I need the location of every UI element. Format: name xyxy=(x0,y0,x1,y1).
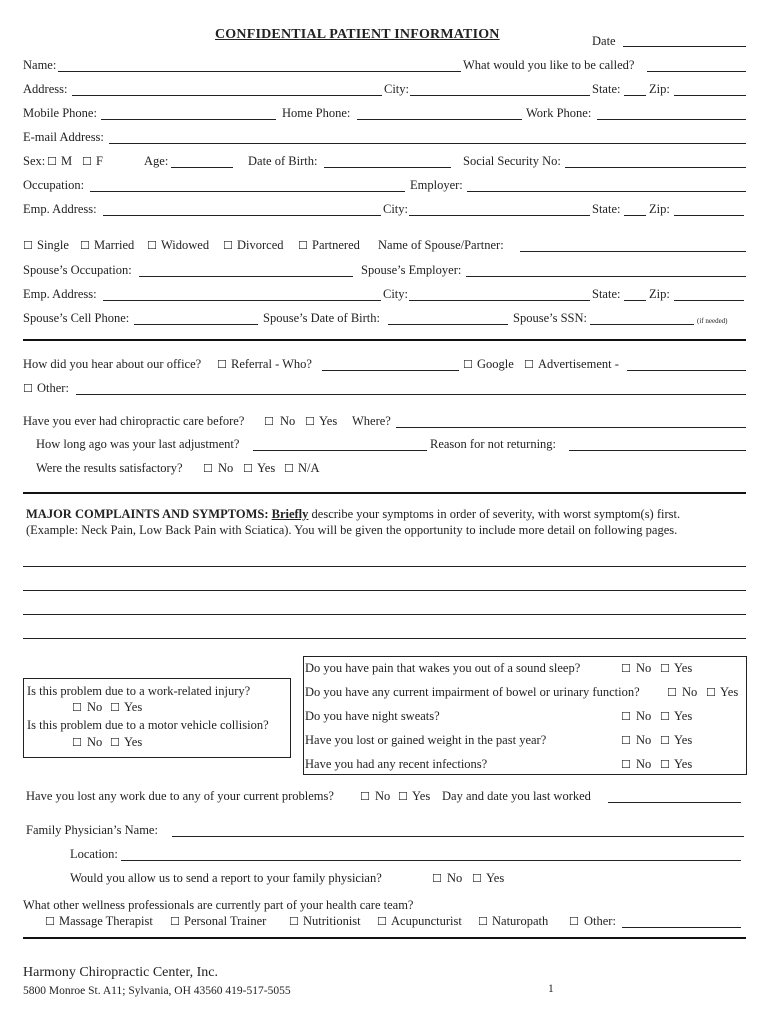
section-divider xyxy=(23,339,746,341)
spouse-zip-label: Zip: xyxy=(649,287,670,301)
email-label: E-mail Address: xyxy=(23,130,104,144)
single-checkbox[interactable]: ☐ xyxy=(23,239,33,252)
mobile-phone-label: Mobile Phone: xyxy=(23,106,97,120)
symptom-question: Have you lost or gained weight in the past year? xyxy=(305,733,547,747)
work-injury-no-checkbox[interactable]: ☐ xyxy=(72,701,82,714)
name-label: Name: xyxy=(23,58,57,72)
symptom-no-label: No xyxy=(636,733,652,747)
single-label: Single xyxy=(37,238,69,252)
complaint-line-1[interactable] xyxy=(23,566,746,567)
lost-work-yes-label: Yes xyxy=(412,789,431,803)
spouse-occupation-field[interactable] xyxy=(139,276,353,277)
home-phone-field[interactable] xyxy=(357,119,522,120)
acupuncturist-label: Acupuncturist xyxy=(391,914,462,928)
email-field[interactable] xyxy=(109,143,746,144)
married-checkbox[interactable]: ☐ xyxy=(80,239,90,252)
emp-state-label: State: xyxy=(592,202,621,216)
naturopath-label: Naturopath xyxy=(492,914,549,928)
advertisement-field[interactable] xyxy=(627,370,746,371)
age-label: Age: xyxy=(144,154,169,168)
work-phone-field[interactable] xyxy=(597,119,746,120)
emp-address-field[interactable] xyxy=(103,215,381,216)
address-field[interactable] xyxy=(72,95,382,96)
wellness-question: What other wellness professionals are currently part of your health care team? xyxy=(23,898,414,912)
footer-company: Harmony Chiropractic Center, Inc. xyxy=(23,965,218,980)
symptom-question: Do you have pain that wakes you out of a sound sleep? xyxy=(305,661,581,675)
complaint-line-4[interactable] xyxy=(23,638,746,639)
spouse-employer-field[interactable] xyxy=(466,276,746,277)
symptom-yes-label: Yes xyxy=(720,685,739,699)
physician-name-field[interactable] xyxy=(172,836,744,837)
motor-vehicle-no-checkbox[interactable]: ☐ xyxy=(72,736,82,749)
address-label: Address: xyxy=(23,82,68,96)
complaints-line-1 xyxy=(26,507,680,522)
section-divider xyxy=(23,492,746,494)
work-phone-label: Work Phone: xyxy=(526,106,592,120)
spouse-occupation-label: Spouse’s Occupation: xyxy=(23,263,132,277)
occupation-field[interactable] xyxy=(90,191,405,192)
motor-vehicle-no-label: No xyxy=(87,735,103,749)
symptom-yes-checkbox[interactable]: ☐ xyxy=(660,710,670,723)
spouse-state-field[interactable] xyxy=(624,300,646,301)
symptom-no-checkbox[interactable]: ☐ xyxy=(667,686,677,699)
section-divider xyxy=(23,937,746,939)
other-wellness-field[interactable] xyxy=(622,927,741,928)
motor-vehicle-yes-checkbox[interactable]: ☐ xyxy=(110,736,120,749)
symptom-no-label: No xyxy=(682,685,698,699)
complaints-text-2: (Example: Neck Pain, Low Back Pain with Sciatica). You will be given the opportunity to include more detail on following pages. xyxy=(26,523,678,537)
massage-label: Massage Therapist xyxy=(59,914,153,928)
zip-label: Zip: xyxy=(649,82,670,96)
briefly-word: Briefly xyxy=(271,507,309,521)
partnered-label: Partnered xyxy=(312,238,360,252)
spouse-state-label: State: xyxy=(592,287,621,301)
google-label: Google xyxy=(477,357,514,371)
satisfactory-yes-label: Yes xyxy=(257,461,276,475)
footer-address: 5800 Monroe St. A11; Sylvania, OH 43560 419-517-5055 xyxy=(23,985,291,997)
sex-female-checkbox[interactable]: ☐ xyxy=(82,155,92,168)
dob-label: Date of Birth: xyxy=(248,154,318,168)
advertisement-label: Advertisement - xyxy=(538,357,619,371)
complaint-line-2[interactable] xyxy=(23,590,746,591)
satisfactory-label: Were the results satisfactory? xyxy=(36,461,183,475)
sex-male-checkbox[interactable]: ☐ xyxy=(47,155,57,168)
work-injury-yes-label: Yes xyxy=(124,700,143,714)
symptom-no-checkbox[interactable]: ☐ xyxy=(621,758,631,771)
called-field[interactable] xyxy=(647,71,746,72)
symptom-no-checkbox[interactable]: ☐ xyxy=(621,710,631,723)
reason-field[interactable] xyxy=(569,450,746,451)
name-field[interactable] xyxy=(58,71,461,72)
emp-state-field[interactable] xyxy=(624,215,646,216)
work-injury-question: Is this problem due to a work-related injury? xyxy=(27,684,251,698)
spouse-city-label: City: xyxy=(383,287,409,301)
date-field[interactable] xyxy=(623,46,746,47)
city-label: City: xyxy=(384,82,410,96)
other-referral-field[interactable] xyxy=(76,394,746,395)
symptom-yes-label: Yes xyxy=(674,709,693,723)
last-worked-field[interactable] xyxy=(608,802,741,803)
symptom-yes-label: Yes xyxy=(674,757,693,771)
spouse-cell-field[interactable] xyxy=(134,324,258,325)
physician-name-label: Family Physician’s Name: xyxy=(26,823,158,837)
reason-label: Reason for not returning: xyxy=(430,437,557,451)
other-wellness-label: Other: xyxy=(584,914,616,928)
massage-checkbox[interactable]: ☐ xyxy=(45,915,55,928)
symptom-no-label: No xyxy=(636,661,652,675)
satisfactory-na-checkbox[interactable]: ☐ xyxy=(284,462,294,475)
spouse-zip-field[interactable] xyxy=(674,300,744,301)
widowed-label: Widowed xyxy=(161,238,210,252)
spouse-employer-label: Spouse’s Employer: xyxy=(361,263,462,277)
lost-work-yes-checkbox[interactable]: ☐ xyxy=(398,790,408,803)
spouse-dob-label: Spouse’s Date of Birth: xyxy=(263,311,381,325)
spouse-cell-label: Spouse’s Cell Phone: xyxy=(23,311,130,325)
state-field[interactable] xyxy=(624,95,646,96)
motor-vehicle-question: Is this problem due to a motor vehicle collision? xyxy=(27,718,269,732)
spouse-name-field[interactable] xyxy=(520,251,746,252)
trainer-checkbox[interactable]: ☐ xyxy=(170,915,180,928)
spouse-name-label: Name of Spouse/Partner: xyxy=(378,238,504,252)
last-adjustment-label: How long ago was your last adjustment? xyxy=(36,437,240,451)
symptom-question: Do you have any current impairment of bowel or urinary function? xyxy=(305,685,640,699)
referral-who-field[interactable] xyxy=(322,370,459,371)
report-no-label: No xyxy=(447,871,463,885)
employer-label: Employer: xyxy=(410,178,463,192)
mobile-phone-field[interactable] xyxy=(101,119,276,120)
other-referral-checkbox[interactable]: ☐ xyxy=(23,382,33,395)
satisfactory-no-label: No xyxy=(218,461,234,475)
complaints-heading: MAJOR COMPLAINTS AND SYMPTOMS: xyxy=(26,507,269,521)
dob-field[interactable] xyxy=(324,167,451,168)
sex-male-label: M xyxy=(61,154,73,168)
spouse-ssn-label: Spouse’s SSN: xyxy=(513,311,587,325)
city-field[interactable] xyxy=(410,95,590,96)
symptom-no-label: No xyxy=(636,757,652,771)
motor-vehicle-yes-label: Yes xyxy=(124,735,143,749)
acupuncturist-checkbox[interactable]: ☐ xyxy=(377,915,387,928)
work-injury-yes-checkbox[interactable]: ☐ xyxy=(110,701,120,714)
spouse-city-field[interactable] xyxy=(409,300,590,301)
chiro-yes-checkbox[interactable]: ☐ xyxy=(305,415,315,428)
physician-location-label: Location: xyxy=(70,847,118,861)
complaint-line-3[interactable] xyxy=(23,614,746,615)
state-label: State: xyxy=(592,82,621,96)
symptom-no-checkbox[interactable]: ☐ xyxy=(621,662,631,675)
spouse-dob-field[interactable] xyxy=(388,324,508,325)
spouse-emp-address-label: Emp. Address: xyxy=(23,287,97,301)
nutritionist-checkbox[interactable]: ☐ xyxy=(289,915,299,928)
emp-city-field[interactable] xyxy=(409,215,590,216)
emp-zip-field[interactable] xyxy=(674,215,744,216)
symptom-question: Have you had any recent infections? xyxy=(305,757,488,771)
symptom-yes-checkbox[interactable]: ☐ xyxy=(706,686,716,699)
spouse-ssn-field[interactable] xyxy=(590,324,694,325)
chiro-yes-label: Yes xyxy=(319,414,338,428)
complaints-text-1: describe your symptoms in order of severity, with worst symptom(s) first. xyxy=(308,507,681,521)
satisfactory-na-label: N/A xyxy=(298,461,320,475)
date-label: Date xyxy=(592,34,616,48)
physician-location-field[interactable] xyxy=(121,860,741,861)
lost-work-question: Have you lost any work due to any of your current problems? xyxy=(26,789,334,803)
report-no-checkbox[interactable]: ☐ xyxy=(432,872,442,885)
divorced-checkbox[interactable]: ☐ xyxy=(223,239,233,252)
last-worked-label: Day and date you last worked xyxy=(442,789,591,803)
referral-checkbox[interactable]: ☐ xyxy=(217,358,227,371)
symptom-yes-checkbox[interactable]: ☐ xyxy=(660,734,670,747)
chiro-question: Have you ever had chiropractic care before? xyxy=(23,414,245,428)
chiro-no-checkbox[interactable]: ☐ xyxy=(264,415,274,428)
ssn-label: Social Security No: xyxy=(463,154,561,168)
lost-work-no-checkbox[interactable]: ☐ xyxy=(360,790,370,803)
called-label: What would you like to be called? xyxy=(463,58,635,72)
ssn-field[interactable] xyxy=(565,167,746,168)
where-label: Where? xyxy=(352,414,391,428)
satisfactory-no-checkbox[interactable]: ☐ xyxy=(203,462,213,475)
widowed-checkbox[interactable]: ☐ xyxy=(147,239,157,252)
referral-question: How did you hear about our office? xyxy=(23,357,202,371)
nutritionist-label: Nutritionist xyxy=(303,914,361,928)
symptom-question: Do you have night sweats? xyxy=(305,709,440,723)
emp-zip-label: Zip: xyxy=(649,202,670,216)
symptom-yes-label: Yes xyxy=(674,661,693,675)
home-phone-label: Home Phone: xyxy=(282,106,351,120)
naturopath-checkbox[interactable]: ☐ xyxy=(478,915,488,928)
symptom-yes-checkbox[interactable]: ☐ xyxy=(660,758,670,771)
satisfactory-yes-checkbox[interactable]: ☐ xyxy=(243,462,253,475)
employer-field[interactable] xyxy=(467,191,746,192)
symptom-no-label: No xyxy=(636,709,652,723)
married-label: Married xyxy=(94,238,135,252)
report-yes-checkbox[interactable]: ☐ xyxy=(472,872,482,885)
advertisement-checkbox[interactable]: ☐ xyxy=(524,358,534,371)
zip-field[interactable] xyxy=(674,95,746,96)
if-needed-note: (if needed) xyxy=(697,317,728,325)
emp-address-label: Emp. Address: xyxy=(23,202,97,216)
report-yes-label: Yes xyxy=(486,871,505,885)
other-referral-label: Other: xyxy=(37,381,69,395)
google-checkbox[interactable]: ☐ xyxy=(463,358,473,371)
symptom-yes-label: Yes xyxy=(674,733,693,747)
page-number: 1 xyxy=(548,983,554,995)
chiro-no-label: No xyxy=(280,414,296,428)
sex-female-label: F xyxy=(96,154,103,168)
spouse-emp-address-field[interactable] xyxy=(103,300,381,301)
divorced-label: Divorced xyxy=(237,238,284,252)
referral-label: Referral - Who? xyxy=(231,357,312,371)
symptom-yes-checkbox[interactable]: ☐ xyxy=(660,662,670,675)
emp-city-label: City: xyxy=(383,202,409,216)
last-adjustment-field[interactable] xyxy=(253,450,427,451)
report-question: Would you allow us to send a report to your family physician? xyxy=(70,871,382,885)
age-field[interactable] xyxy=(171,167,233,168)
lost-work-no-label: No xyxy=(375,789,391,803)
partnered-checkbox[interactable]: ☐ xyxy=(298,239,308,252)
where-field[interactable] xyxy=(396,427,746,428)
occupation-label: Occupation: xyxy=(23,178,85,192)
work-injury-no-label: No xyxy=(87,700,103,714)
sex-label: Sex: xyxy=(23,154,46,168)
trainer-label: Personal Trainer xyxy=(184,914,267,928)
page-title: CONFIDENTIAL PATIENT INFORMATION xyxy=(215,27,500,42)
symptom-no-checkbox[interactable]: ☐ xyxy=(621,734,631,747)
other-wellness-checkbox[interactable]: ☐ xyxy=(569,915,579,928)
